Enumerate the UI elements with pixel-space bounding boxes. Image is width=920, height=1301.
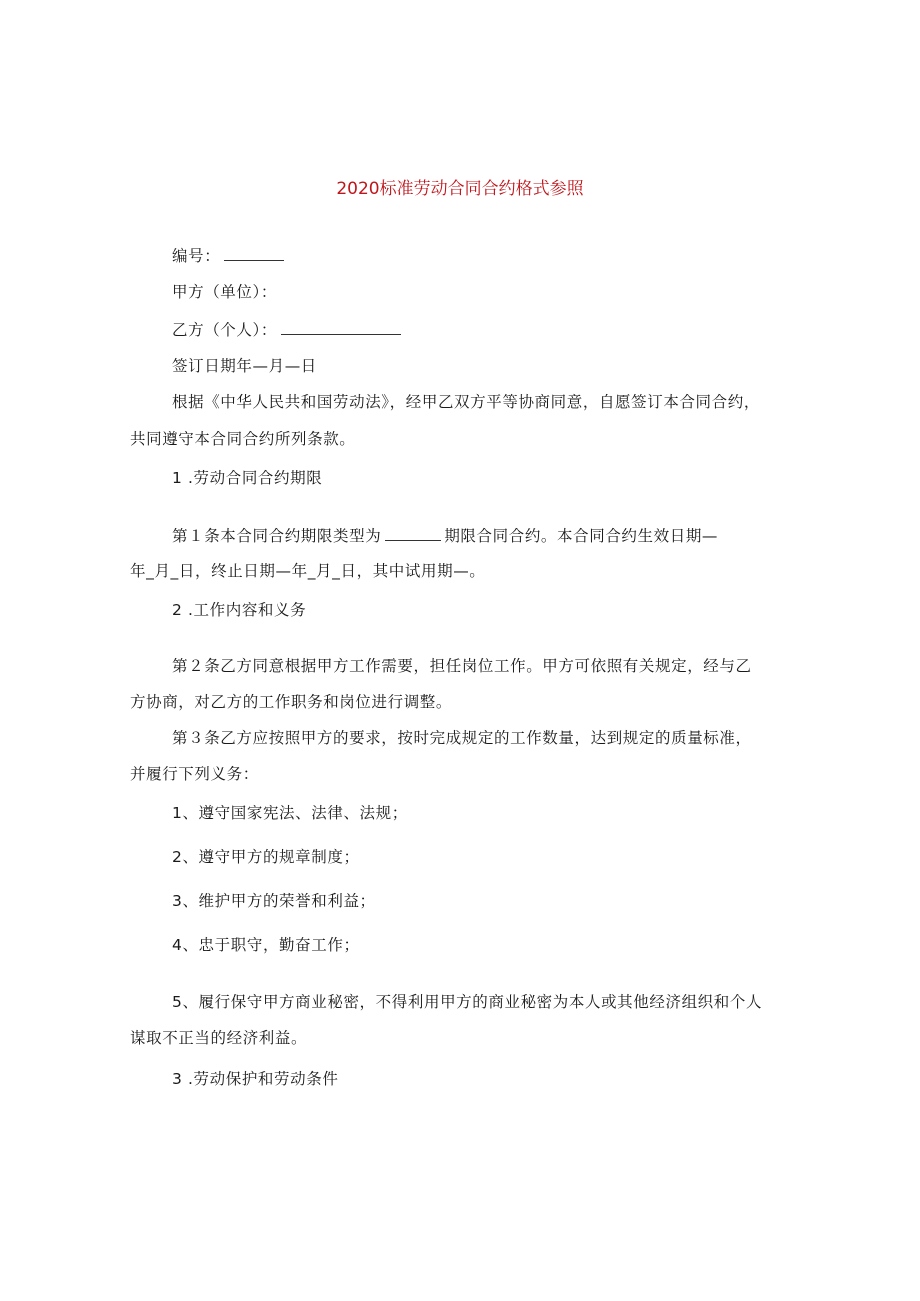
clause-1-text-a: 第１条本合同合约期限类型为	[172, 527, 382, 545]
intro-paragraph-line2: 共同遵守本合同合约所列条款。	[130, 430, 356, 448]
duty-item-4: 4、忠于职守，勤奋工作；	[172, 936, 360, 954]
clause-1-line2: 年_月_日，终止日期—年_月_日，其中试用期—。	[130, 562, 486, 580]
duty-item-3: 3、维护甲方的荣誉和利益；	[172, 892, 376, 910]
clause-2-line1: 第２条乙方同意根据甲方工作需要，担任岗位工作。甲方可依照有关规定，经与乙	[172, 657, 752, 675]
duty-item-5-line2: 谋取不正当的经济利益。	[130, 1029, 308, 1047]
section-2-heading: 2 .工作内容和义务	[172, 601, 307, 619]
party-b-label: 乙方（个人）：	[172, 321, 277, 339]
number-blank[interactable]	[224, 244, 284, 261]
clause-3-line2: 并履行下列义务：	[130, 765, 259, 783]
clause-1-text-b: 期限合同合约。本合同合约生效日期—	[444, 527, 719, 545]
party-b-field	[172, 318, 401, 341]
section-1-heading: 1 .劳动合同合约期限	[172, 469, 323, 487]
document-title: 2020标准劳动合同合约格式参照	[336, 179, 584, 199]
sign-date: 签订日期年—月—日	[172, 357, 317, 375]
duty-item-5-line1: 5、履行保守甲方商业秘密，不得利用甲方的商业秘密为本人或其他经济组织和个人	[172, 993, 763, 1011]
intro-paragraph-line1: 根据《中华人民共和国劳动法》，经甲乙双方平等协商同意，自愿签订本合同合约，	[172, 393, 760, 411]
clause-1-line1	[172, 524, 718, 547]
party-a-label: 甲方（单位）：	[172, 283, 277, 301]
party-b-blank[interactable]	[281, 318, 401, 335]
duty-item-2: 2、遵守甲方的规章制度；	[172, 848, 360, 866]
contract-type-blank[interactable]	[385, 524, 441, 541]
clause-2-line2: 方协商，对乙方的工作职务和岗位进行调整。	[130, 693, 453, 711]
party-a-field	[172, 281, 277, 303]
number-field	[172, 244, 284, 267]
clause-3-line1: 第３条乙方应按照甲方的要求，按时完成规定的工作数量，达到规定的质量标准，	[172, 729, 752, 747]
number-label: 编号：	[172, 247, 221, 265]
section-3-heading: 3 .劳动保护和劳动条件	[172, 1070, 339, 1088]
duty-item-1: 1、遵守国家宪法、法律、法规；	[172, 804, 408, 822]
